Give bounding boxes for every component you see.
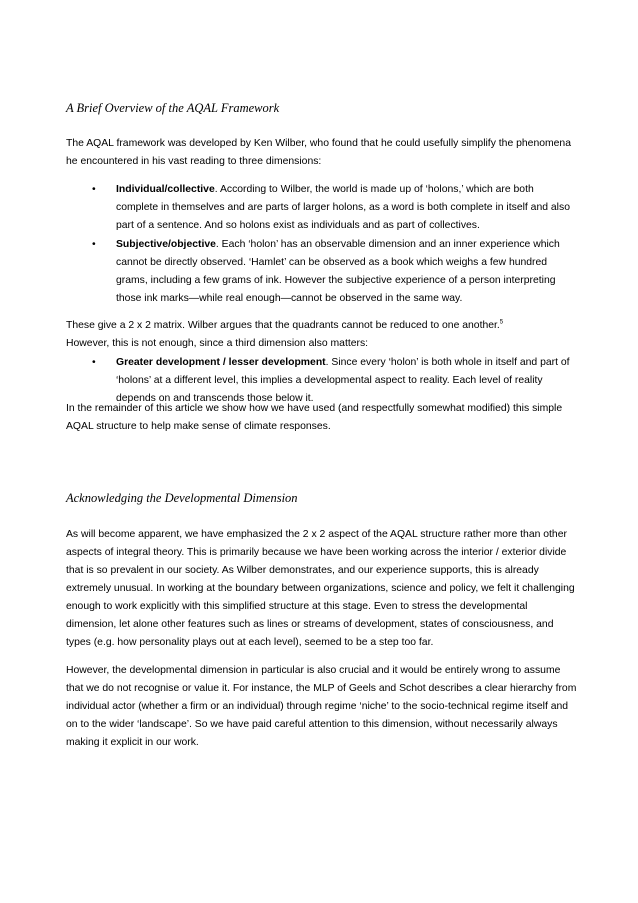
list-item-text xyxy=(116,181,578,235)
body-paragraph-1: As will become apparent, we have emphasized the 2 x 2 aspect of the AQAL structure rather more than other aspects of integral theory. This is primarily because we have been working across the interior / exterior divide that is so prevalent in our society. As Wilber demonstrates, and our experience supports, this is already extremely unusual. In working at the boundary between organizations, science and policy, we felt it challenging enough to work explicitly with this simplified structure at this stage. Even to stress the developmental dimension, let alone other features such as lines or streams of development, states of consciousness, and types (e.g. how personality plays out at each level), seemed to be a step too far. xyxy=(66,529,575,648)
matrix-paragraph xyxy=(66,317,578,353)
footnote-reference: 5 xyxy=(499,319,504,326)
closing-paragraph: In the remainder of this article we show how we have used (and respectfully somewhat modified) this simple AQAL structure to help make sense of climate responses. xyxy=(66,403,563,432)
bullet-icon: • xyxy=(92,239,96,250)
list-item-term: Greater development / lesser development xyxy=(116,357,326,368)
list-item-body: . Since every ‘holon’ is both whole in itself and part of ‘holons’ at a different level, this implies a developmental aspect to reality. Each level of reality depends on and transcends those below it. xyxy=(116,357,570,404)
matrix-paragraph-text-2: However, this is not enough, since a third dimension also matters: xyxy=(66,338,369,349)
section-heading-aqal-overview: A Brief Overview of the AQAL Framework xyxy=(66,101,280,115)
section-heading-developmental: Acknowledging the Developmental Dimension xyxy=(66,491,298,505)
list-item-body: . Each ‘holon’ has an observable dimension and an inner experience which cannot be directly observed. ‘Hamlet’ can be observed as a book which weighs a few hundred grams, including a few grams of ink. However the subjective experience of a person interpreting those ink marks—while real enough—cannot be observed in the same way. xyxy=(116,239,560,304)
list-item-body: . According to Wilber, the world is made up of ‘holons,’ which are both complete in themselves and are parts of larger holons, as a word is both complete in itself and also part of a sentence. And so holons exist as individuals and as part of collectives. xyxy=(116,184,570,231)
list-item-term: Subjective/objective xyxy=(116,239,216,250)
list-item-term: Individual/collective xyxy=(116,184,215,195)
list-item xyxy=(92,236,578,308)
bullet-icon: • xyxy=(92,357,96,368)
body-paragraph-2: However, the developmental dimension in particular is also crucial and it would be entirely wrong to assume that we do not recognise or value it. For instance, the MLP of Geels and Schot describes a clear hierarchy from individual actor (whether a firm or an individual) through regime ‘niche’ to the socio-technical regime itself and on to the wider ‘landscape’. So we have paid careful attention to this dimension, without necessarily always making it explicit in our work. xyxy=(66,665,577,748)
matrix-paragraph-text: These give a 2 x 2 matrix. Wilber argues that the quadrants cannot be reduced to one another. xyxy=(66,320,500,331)
intro-paragraph: The AQAL framework was developed by Ken Wilber, who found that he could usefully simplify the phenomena he encountered in his vast reading to three dimensions: xyxy=(66,138,571,167)
bullet-icon: • xyxy=(92,184,96,195)
list-item xyxy=(92,181,578,235)
list-item-text xyxy=(116,236,578,308)
